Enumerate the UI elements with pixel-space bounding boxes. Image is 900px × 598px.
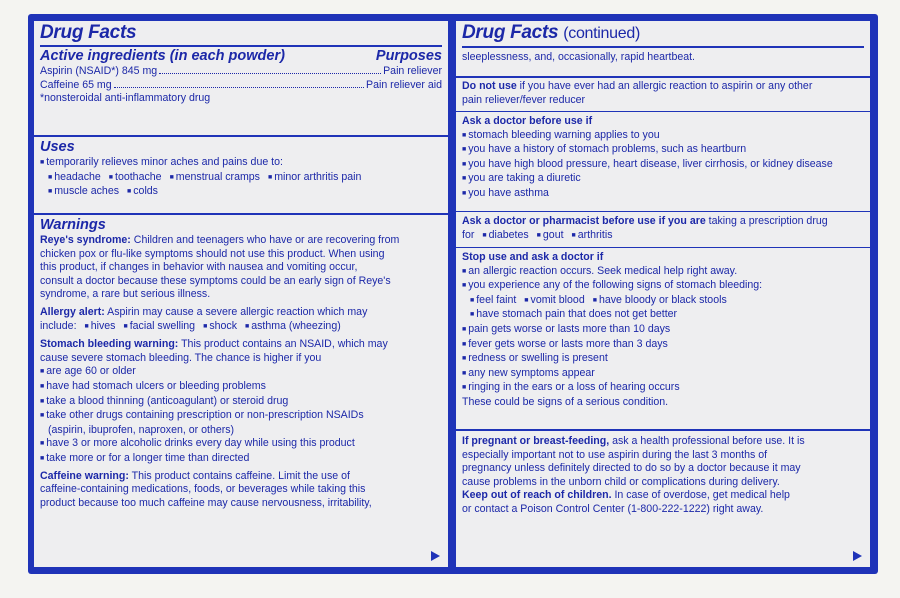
footnote: *nonsteroidal anti-inflammatory drug — [40, 92, 211, 105]
do-not-use-section: Do not use if you have ever had an allergic reaction to aspirin or any other pain reliever/fever reducer — [456, 78, 870, 112]
purposes-heading: Purposes — [375, 48, 442, 64]
uses-heading: Uses — [40, 139, 75, 155]
warnings-heading: Warnings — [40, 217, 106, 233]
continue-arrow-icon — [853, 551, 862, 561]
stop-use-section: Stop use and ask a doctor if ■ an allergic reaction occurs. Seek medical help right away. ■ you experience any of the following signs of stomach bleeding: ■ feel faint■ vomit blood■ have bloody or black stools ■ have stomach pain that does not get better ■ pain gets worse or lasts more than 10 days ■ fever gets worse or lasts more than 3 days ■ redness or swelling is present ■ any new symptoms appear ■ ringing in the ears or a loss of hearing occurs These could be signs of a serious condition. — [456, 248, 870, 431]
keep-out-of-reach: Keep out of reach of children. In case of overdose, get medical help or contact a Poison Control Center (1-800-222-1222) right away. — [462, 489, 790, 515]
drug-facts-continued-title: Drug Facts (continued) — [462, 22, 640, 43]
pregnancy-warning: If pregnant or breast-feeding, ask a health professional before use. It is especially important not to use aspirin during the last 3 months of pregnancy unless definitely directed to do so by a doctor because it may cause problems in the unborn child or complications during delivery. — [462, 435, 805, 488]
allergy-alert: Allergy alert: Aspirin may cause a severe allergic reaction which may include:■ hives■ facial swelling■ shock■ asthma (wheezing) — [40, 306, 442, 334]
continued-header — [456, 21, 870, 78]
right-panel — [456, 21, 870, 567]
uses-section: Uses ■ temporarily relieves minor aches and pains due to: ■ headache■ toothache■ menstrual cramps■ minor arthritis pain ■ muscle aches■ colds — [34, 139, 448, 215]
warnings-section — [34, 217, 448, 565]
caffeine-warning: Caffeine warning: This product contains caffeine. Limit the use of caffeine-containing medications, foods, or beverages while taking this product because too much caffeine may cause nervousness, irritability, — [40, 469, 372, 509]
drug-facts-label — [28, 14, 878, 574]
ingredient-row: Aspirin (NSAID*) 845 mg Pain reliever — [40, 65, 442, 77]
active-ingredients-section — [34, 21, 448, 137]
pregnancy-section — [456, 431, 870, 565]
active-ingredients-heading: Active ingredients (in each powder) — [40, 48, 285, 64]
drug-facts-title: Drug Facts — [40, 22, 137, 43]
ask-doctor-section: Ask a doctor before use if ■ stomach bleeding warning applies to you ■ you have a history of stomach problems, such as heartburn ■ you have high blood pressure, heart disease, liver cirrhosis, or kidney disease ■ you are taking a diuretic ■ you have asthma — [456, 112, 870, 212]
stomach-bleeding-warning: Stomach bleeding warning: This product contains an NSAID, which may cause severe stomach bleeding. The chance is higher if you ■ are age 60 or older ■ have had stomach ulcers or bleeding problems ■ take a blood thinning (anticoagulant) or steroid drug ■ take other drugs containing prescription or non-prescription NSAIDs (aspirin, ibuprofen, naproxen, or others) ■ have 3 or more alcoholic drinks every day while using this product ■ take more or for a longer time than directed — [40, 338, 442, 466]
ask-pharmacist-section: Ask a doctor or pharmacist before use if you are taking a prescription drug for■ diabetes■ gout■ arthritis — [456, 212, 870, 248]
ingredient-row: Caffeine 65 mg Pain reliever aid — [40, 78, 442, 91]
continue-arrow-icon — [431, 551, 440, 561]
top-line: sleeplessness, and, occasionally, rapid heartbeat. — [462, 46, 864, 65]
uses-intro: ■ temporarily relieves minor aches and pains due to: — [40, 156, 442, 171]
left-panel — [34, 21, 448, 567]
reye-warning: Reye's syndrome: Children and teenagers who have or are recovering from chicken pox or flu-like symptoms should not use this product. When using this product, if changes in behavior with nausea and vomiting occur, consult a doctor because these symptoms could be an early sign of Reye's syndrome, a rare but serious illness. — [40, 234, 400, 301]
